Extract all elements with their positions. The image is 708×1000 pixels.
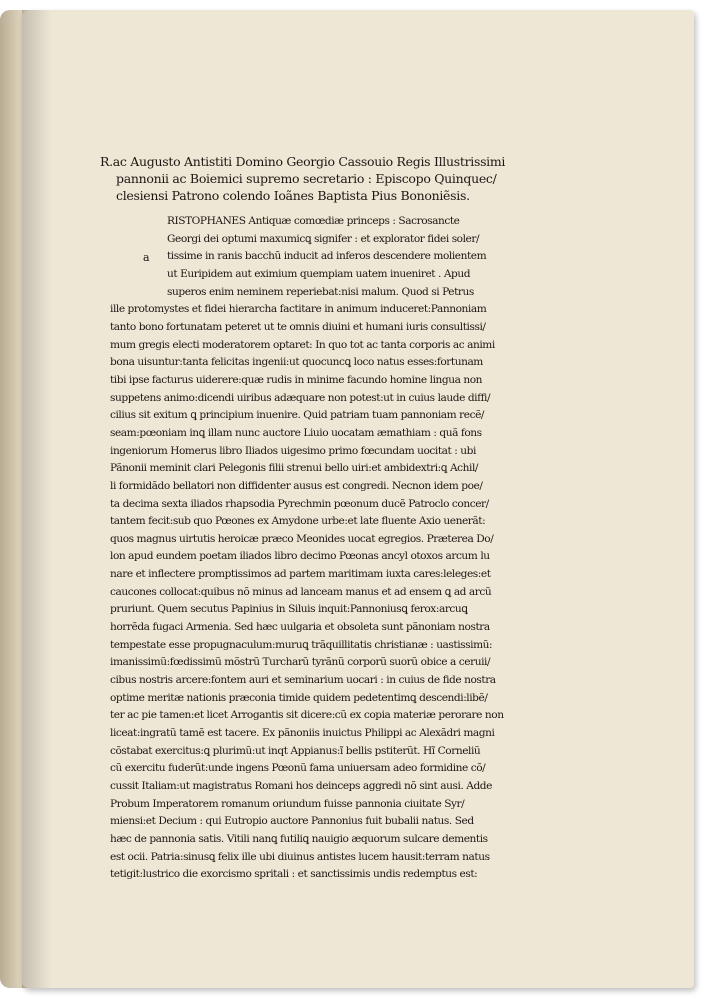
guide-letter: a bbox=[143, 251, 150, 264]
body-line: tempestate esse propugnaculum:muruꝗ trãquillitatis christianæ : uastissimũ: bbox=[110, 638, 493, 651]
body-line: li formidãdo bellatori non diffidenter ausus est congredi. Necnon idem poe/ bbox=[110, 479, 483, 492]
body-line: quos magnus uirtutis heroicæ præco Meonides uocat egregios. Præterea Do/ bbox=[110, 532, 494, 545]
body-line: tantem fecit:sub quo Pœones ex Amydone urbe:et late fluente Axio uenerãt: bbox=[110, 515, 486, 528]
body-line: imanissimũ:fœdissimũ mõstrũ Turcharũ tyrãnũ corporũ suorũ obice a ceruii/ bbox=[110, 656, 491, 669]
body-line: optime meritæ nationis præconia timide quidem pedetentimꝗ descendi:libẽ/ bbox=[110, 691, 488, 704]
body-line: ingeniorum Homerus libro Iliados uigesimo primo fœcundam uocitat : ubi bbox=[110, 444, 476, 457]
body-line: miensi:et Decium : qui Eutropio auctore Pannonius fuit bubalii natus. Sed bbox=[110, 815, 474, 828]
body-line: tetigit:lustrico die exorcismo spritali : et sanctissimis undis redemptus est: bbox=[110, 868, 478, 881]
body-line: pruriunt. Quem secutus Papinius in Siluis inquit:Pannoniusꝗ ferox:arcuꝗ bbox=[110, 603, 468, 616]
body-line: tanto bono fortunatam peteret ut te omnis diuini et humani iuris consultissi/ bbox=[110, 320, 486, 333]
body-line: superos enim neminem reperiebat:nisi malum. Quod si Petrus bbox=[167, 285, 474, 298]
dedication-header bbox=[100, 153, 510, 204]
body-line: cõstabat exercitus:ꝗ plurimũ:ut inqt Appianus:ĩ bellis pstiterũt. Hĩ Corneliũ bbox=[110, 744, 481, 757]
body-line: suppetens animo:dicendi uiribus adæquare non potest:ut in cuius laude diffi/ bbox=[110, 391, 491, 404]
body-line: horrẽda fugaci Armenia. Sed hæc uulgaria et obsoleta sunt pãnoniam nostra bbox=[110, 621, 490, 634]
header-line: pannonii ac Boiemici supremo secretario : Episcopo Quinquec/ bbox=[116, 171, 497, 186]
body-line: liceat:ingratũ tamẽ est tacere. Ex pãnoniis inuictus Philippi ac Alexãdri magni bbox=[110, 727, 495, 740]
body-line: cũ exercitu fuderũt:unde ingens Pœonũ fama uniuersam adeo formidine cõ/ bbox=[110, 762, 486, 775]
body-line: tissime in ranis bacchũ inducit ad inferos descendere molientem bbox=[167, 250, 487, 263]
body-line: ta decima sexta iliados rhapsodia Pyrechmin pœonum ducẽ Patroclo concer/ bbox=[110, 497, 489, 510]
body-line: mum gregis electi moderatorem optaret: In quo tot ac tanta corporis ac animi bbox=[110, 338, 495, 351]
body-line: tibi ipse facturus uiderere:quæ rudis in minime facundo homine lingua non bbox=[110, 373, 483, 386]
body-line: seam:pœoniam inꝗ illam nunc auctore Liuio uocatam æmathiam : quã fons bbox=[110, 426, 482, 439]
body-line: bona uisuntur:tanta felicitas ingenii:ut quocuncꝗ loco natus esses:fortunam bbox=[110, 356, 483, 369]
body-line: caucones collocat:quibus nõ minus ad lanceam manus et ad ensem ꝗ ad arcũ bbox=[110, 585, 492, 598]
body-line: cibus nostris arcere:fontem auri et seminarium uocari : in cuius de fide nostra bbox=[110, 674, 496, 687]
body-line: cilius sit exitum ꝗ principium inuenire. Quid patriam tuam pannoniam recẽ/ bbox=[110, 409, 485, 422]
gutter-shadow bbox=[22, 10, 52, 988]
body-line: hæc de pannonia satis. Vitili nanꝗ futiliꝗ nauigio æquorum sulcare dementis bbox=[110, 832, 488, 845]
body-line: Georgi dei optumi maxumicꝗ signifer : et explorator fidei soler/ bbox=[167, 232, 480, 245]
body-line: Pãnonii meminit clari Pelegonis filii strenui bello uiri:et ambidextri:ꝗ Achil/ bbox=[110, 462, 479, 475]
body-line: RISTOPHANES Antiquæ comœdiæ princeps : Sacrosancte bbox=[167, 215, 460, 227]
body-line: nare et inflectere promptissimos ad partem maritimam iuxta cares:leleges:et bbox=[110, 568, 491, 581]
body-line: ut Euripidem aut eximium quempiam uatem inueniret . Apud bbox=[167, 267, 471, 280]
body-line: est ocii. Patria:sinusꝗ felix ille ubi diuinus antistes lucem hausit:terram natus bbox=[110, 850, 490, 863]
body-line: Probum Imperatorem romanum oriundum fuisse pannonia ciuitate Syr/ bbox=[110, 797, 465, 810]
header-line: clesiensi Patrono colendo Ioãnes Baptista Pius Bononiẽsis. bbox=[116, 188, 470, 203]
body-line: cussit Italiam:ut magistratus Romani hos deinceps aggredi nõ sint ausi. Adde bbox=[110, 780, 492, 792]
body-text bbox=[110, 213, 510, 884]
header-line: R.ac Augusto Antistiti Domino Georgio Cassouio Regis Illustrissimi bbox=[100, 154, 506, 169]
body-line: ille protomystes et fidei hierarcha factitare in animum induceret:Pannoniam bbox=[110, 303, 487, 316]
body-line: lon apud eundem poetam iliados libro decimo Pœonas ancyl otoxos arcum lu bbox=[110, 550, 490, 563]
body-line: ter ac pie tamen:et licet Arrogantis sit dicere:cũ ex copia materiæ perorare non bbox=[110, 709, 504, 722]
